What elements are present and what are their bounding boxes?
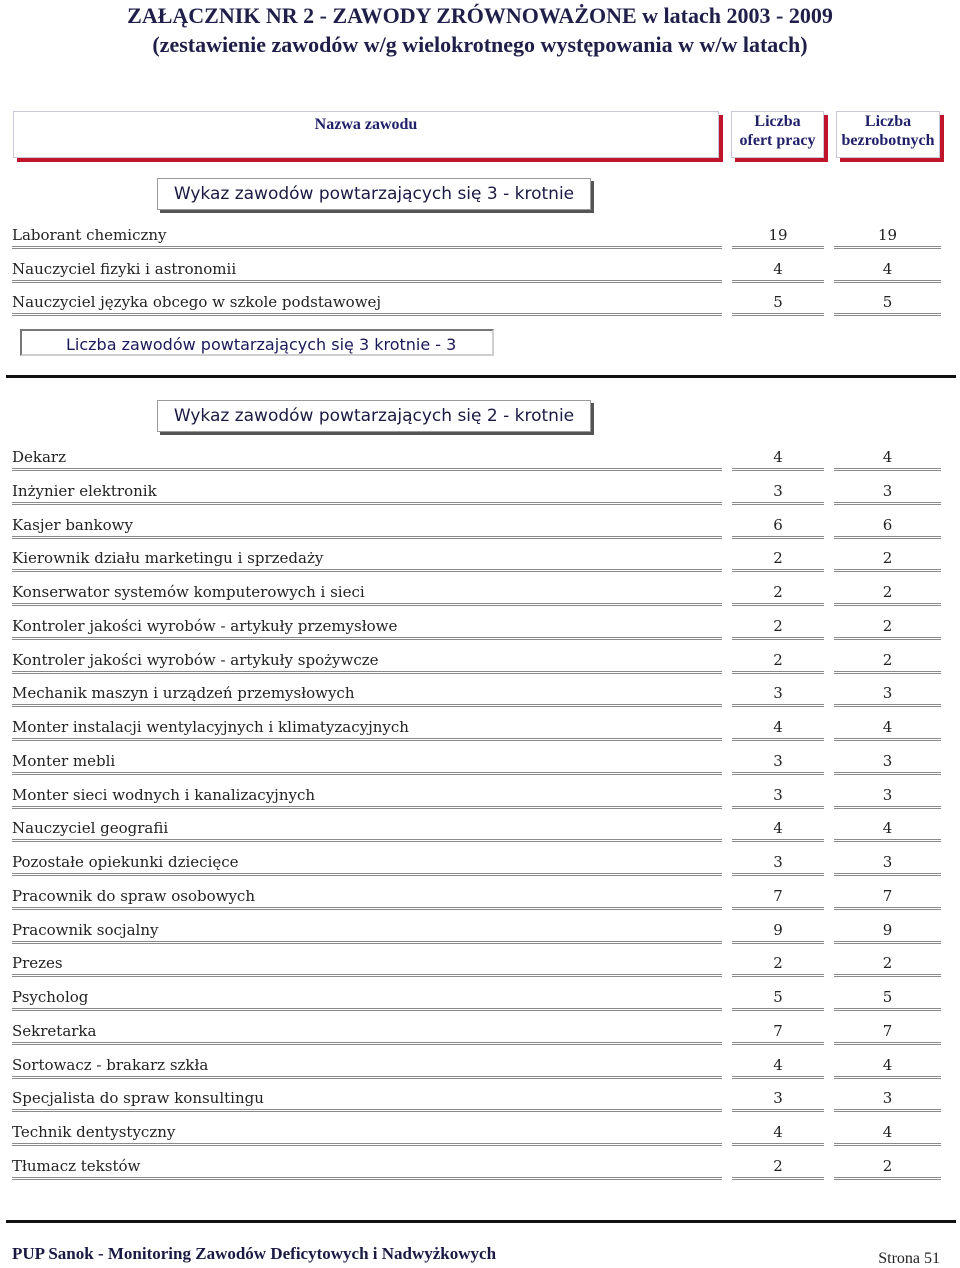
occupation-name: Dekarz bbox=[12, 446, 722, 471]
job-offers-count: 5 bbox=[732, 291, 824, 316]
occupation-name: Kontroler jakości wyrobów - artykuły przemysłowe bbox=[12, 615, 722, 640]
occupation-name: Konserwator systemów komputerowych i sieci bbox=[12, 581, 722, 606]
unemployed-count: 2 bbox=[834, 1155, 941, 1180]
table-row bbox=[0, 750, 960, 784]
table-row bbox=[0, 817, 960, 851]
unemployed-count: 4 bbox=[834, 817, 941, 842]
footer-divider bbox=[6, 1220, 956, 1223]
column-header-offers bbox=[731, 111, 824, 158]
job-offers-count: 3 bbox=[732, 784, 824, 809]
unemployed-count: 2 bbox=[834, 952, 941, 977]
column-header-name bbox=[13, 111, 719, 158]
job-offers-count: 3 bbox=[732, 750, 824, 775]
section-heading-2x: Wykaz zawodów powtarzających się 2 - krotnie bbox=[157, 400, 591, 432]
job-offers-count: 19 bbox=[732, 224, 824, 249]
occupation-name: Kontroler jakości wyrobów - artykuły spożywcze bbox=[12, 649, 722, 674]
unemployed-count: 3 bbox=[834, 682, 941, 707]
job-offers-count: 4 bbox=[732, 716, 824, 741]
table-row bbox=[0, 986, 960, 1020]
page-number: Strona 51 bbox=[878, 1250, 940, 1267]
page-subtitle: (zestawienie zawodów w/g wielokrotnego występowania w w/w latach) bbox=[152, 32, 808, 57]
job-offers-count: 2 bbox=[732, 547, 824, 572]
job-offers-count: 2 bbox=[732, 952, 824, 977]
unemployed-count: 3 bbox=[834, 851, 941, 876]
unemployed-count: 4 bbox=[834, 258, 941, 283]
unemployed-count: 7 bbox=[834, 885, 941, 910]
table-row bbox=[0, 682, 960, 716]
occupation-name: Pozostałe opiekunki dziecięce bbox=[12, 851, 722, 876]
occupation-name: Pracownik socjalny bbox=[12, 919, 722, 944]
table-row bbox=[0, 919, 960, 953]
column-header-unemployed bbox=[836, 111, 940, 158]
table-row bbox=[0, 952, 960, 986]
table-row bbox=[0, 784, 960, 818]
unemployed-count: 2 bbox=[834, 615, 941, 640]
occupation-name: Specjalista do spraw konsultingu bbox=[12, 1087, 722, 1112]
occupation-name: Mechanik maszyn i urządzeń przemysłowych bbox=[12, 682, 722, 707]
table-row bbox=[0, 547, 960, 581]
table-row bbox=[0, 615, 960, 649]
table-row bbox=[0, 446, 960, 480]
occupation-name: Laborant chemiczny bbox=[12, 224, 722, 249]
occupation-name: Inżynier elektronik bbox=[12, 480, 722, 505]
unemployed-count: 3 bbox=[834, 784, 941, 809]
unemployed-count: 7 bbox=[834, 1020, 941, 1045]
occupation-name: Monter sieci wodnych i kanalizacyjnych bbox=[12, 784, 722, 809]
job-offers-count: 3 bbox=[732, 480, 824, 505]
job-offers-count: 4 bbox=[732, 258, 824, 283]
unemployed-count: 6 bbox=[834, 514, 941, 539]
occupation-name: Prezes bbox=[12, 952, 722, 977]
column-header-name-label: Nazwa zawodu bbox=[314, 116, 418, 133]
unemployed-count: 3 bbox=[834, 1087, 941, 1112]
occupation-name: Sekretarka bbox=[12, 1020, 722, 1045]
table-row bbox=[0, 649, 960, 683]
table-row bbox=[0, 1155, 960, 1189]
table-row bbox=[0, 716, 960, 750]
job-offers-count: 3 bbox=[732, 851, 824, 876]
table-row bbox=[0, 851, 960, 885]
unemployed-count: 2 bbox=[834, 547, 941, 572]
occupation-name: Psycholog bbox=[12, 986, 722, 1011]
job-offers-count: 6 bbox=[732, 514, 824, 539]
job-offers-count: 3 bbox=[732, 1087, 824, 1112]
column-header-offers-line1: Liczba bbox=[754, 113, 801, 130]
unemployed-count: 4 bbox=[834, 1121, 941, 1146]
column-header-unemployed-line1: Liczba bbox=[864, 113, 912, 130]
job-offers-count: 5 bbox=[732, 986, 824, 1011]
occupation-name: Nauczyciel języka obcego w szkole podstawowej bbox=[12, 291, 722, 316]
job-offers-count: 2 bbox=[732, 581, 824, 606]
unemployed-count: 3 bbox=[834, 480, 941, 505]
occupation-name: Kierownik działu marketingu i sprzedaży bbox=[12, 547, 722, 572]
occupation-name: Nauczyciel fizyki i astronomii bbox=[12, 258, 722, 283]
unemployed-count: 4 bbox=[834, 446, 941, 471]
occupation-name: Tłumacz tekstów bbox=[12, 1155, 722, 1180]
table-row bbox=[0, 291, 960, 325]
unemployed-count: 2 bbox=[834, 649, 941, 674]
occupation-name: Pracownik do spraw osobowych bbox=[12, 885, 722, 910]
section-heading-3x: Wykaz zawodów powtarzających się 3 - krotnie bbox=[157, 178, 591, 210]
job-offers-count: 7 bbox=[732, 885, 824, 910]
section-3x-count: Liczba zawodów powtarzających się 3 krotnie - 3 bbox=[20, 329, 494, 356]
unemployed-count: 5 bbox=[834, 986, 941, 1011]
table-row bbox=[0, 258, 960, 292]
table-row bbox=[0, 1054, 960, 1088]
table-row bbox=[0, 885, 960, 919]
job-offers-count: 3 bbox=[732, 682, 824, 707]
job-offers-count: 4 bbox=[732, 446, 824, 471]
job-offers-count: 2 bbox=[732, 615, 824, 640]
job-offers-count: 2 bbox=[732, 649, 824, 674]
page-title: ZAŁĄCZNIK NR 2 - ZAWODY ZRÓWNOWAŻONE w latach 2003 - 2009 bbox=[127, 3, 833, 28]
unemployed-count: 4 bbox=[834, 1054, 941, 1079]
footer-org: PUP Sanok - Monitoring Zawodów Deficytowych i Nadwyżkowych bbox=[12, 1244, 497, 1263]
unemployed-count: 3 bbox=[834, 750, 941, 775]
occupation-name: Sortowacz - brakarz szkła bbox=[12, 1054, 722, 1079]
table-row bbox=[0, 480, 960, 514]
table-row bbox=[0, 514, 960, 548]
occupation-name: Kasjer bankowy bbox=[12, 514, 722, 539]
job-offers-count: 4 bbox=[732, 1121, 824, 1146]
occupation-name: Technik dentystyczny bbox=[12, 1121, 722, 1146]
occupation-name: Nauczyciel geografii bbox=[12, 817, 722, 842]
job-offers-count: 4 bbox=[732, 817, 824, 842]
job-offers-count: 4 bbox=[732, 1054, 824, 1079]
column-header-offers-line2: ofert pracy bbox=[739, 132, 816, 149]
table-row bbox=[0, 1020, 960, 1054]
table-row bbox=[0, 224, 960, 258]
occupation-name: Monter mebli bbox=[12, 750, 722, 775]
unemployed-count: 4 bbox=[834, 716, 941, 741]
occupation-name: Monter instalacji wentylacyjnych i klimatyzacyjnych bbox=[12, 716, 722, 741]
table-row bbox=[0, 581, 960, 615]
job-offers-count: 2 bbox=[732, 1155, 824, 1180]
unemployed-count: 19 bbox=[834, 224, 941, 249]
column-header-unemployed-line2: bezrobotnych bbox=[841, 132, 935, 149]
job-offers-count: 7 bbox=[732, 1020, 824, 1045]
unemployed-count: 2 bbox=[834, 581, 941, 606]
job-offers-count: 9 bbox=[732, 919, 824, 944]
unemployed-count: 9 bbox=[834, 919, 941, 944]
section-divider bbox=[6, 375, 956, 378]
table-row bbox=[0, 1087, 960, 1121]
table-row bbox=[0, 1121, 960, 1155]
unemployed-count: 5 bbox=[834, 291, 941, 316]
